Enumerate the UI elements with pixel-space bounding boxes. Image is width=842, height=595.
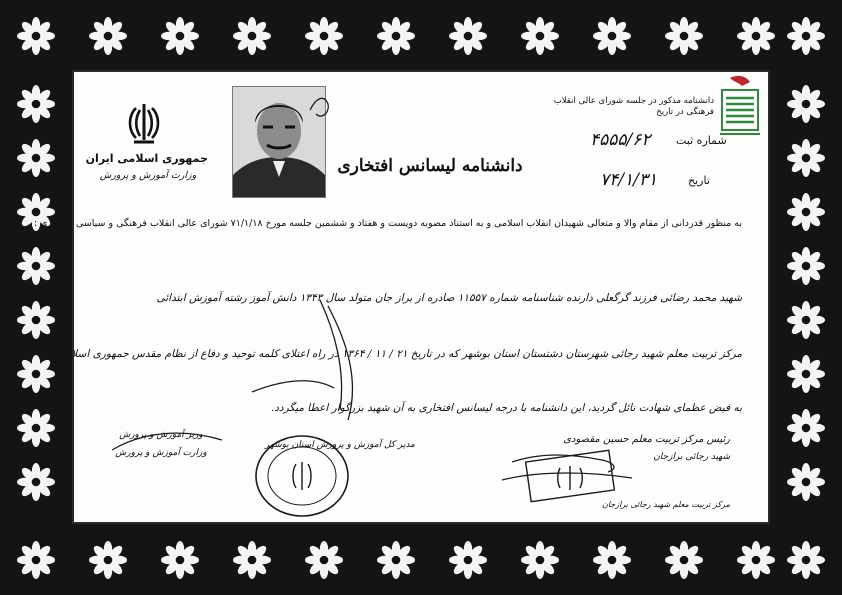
rosette-ornament bbox=[304, 16, 344, 56]
rosette-ornament bbox=[448, 540, 488, 580]
rosette-ornament bbox=[232, 16, 272, 56]
minister-signature-title: وزیر آموزش و پرورش bbox=[119, 430, 203, 440]
rosette-ornament bbox=[664, 16, 704, 56]
emblem-icon bbox=[122, 100, 166, 148]
rosette-ornament bbox=[16, 138, 56, 178]
rosette-ornament bbox=[520, 16, 560, 56]
rosette-ornament bbox=[520, 540, 560, 580]
rosette-ornament bbox=[376, 16, 416, 56]
rosette-ornament bbox=[786, 300, 826, 340]
rosette-ornament bbox=[786, 354, 826, 394]
rosette-ornament bbox=[16, 246, 56, 286]
rosette-ornament bbox=[736, 16, 776, 56]
rosette-ornament bbox=[448, 16, 488, 56]
rosette-ornament bbox=[786, 540, 826, 580]
rosette-ornament bbox=[16, 84, 56, 124]
registration-number: ۴۵۵۵/۶۲ bbox=[590, 130, 651, 150]
rosette-ornament bbox=[232, 540, 272, 580]
rosette-ornament bbox=[16, 408, 56, 448]
rosette-ornament bbox=[592, 16, 632, 56]
principal-signature-label: رئیس مرکز تربیت معلم حسین مقصودی bbox=[563, 434, 730, 445]
principal-stamp-text: مرکز تربیت معلم شهید رجائی برازجان bbox=[601, 500, 730, 509]
rosette-ornament bbox=[786, 462, 826, 502]
rosette-ornament bbox=[88, 540, 128, 580]
rosette-ornament bbox=[16, 16, 56, 56]
body-line-2: مرکز تربیت معلم شهید رجائی شهرستان دشتستان استان بوشهر که در تاریخ ۲۱ / ۱۱ / ۱۳۶۴ در راه اعتلای کلمه توحید و دفاع از نظام مقدس جمهوری اسلامی bbox=[56, 348, 742, 360]
issue-date: ۷۴/۱/۳۱ bbox=[600, 170, 658, 190]
government-name: جمهوری اسلامی ایران bbox=[85, 152, 208, 165]
rosette-ornament bbox=[786, 192, 826, 232]
rosette-ornament bbox=[16, 540, 56, 580]
date-label: تاریخ bbox=[688, 174, 710, 187]
rosette-ornament bbox=[304, 540, 344, 580]
certificate-title: دانشنامه لیسانس افتخاری bbox=[337, 156, 523, 176]
director-signature-title: مدیر کل آموزش و پرورش استان بوشهر bbox=[265, 440, 415, 450]
rosette-ornament bbox=[160, 540, 200, 580]
rosette-ornament bbox=[786, 246, 826, 286]
registration-number-label: شماره ثبت bbox=[676, 134, 727, 147]
ministry-name: وزارت آموزش و پرورش bbox=[99, 170, 197, 181]
rosette-ornament bbox=[376, 540, 416, 580]
rosette-ornament bbox=[16, 354, 56, 394]
body-line-3: به فیض عظمای شهادت نائل گردید، این دانشنامه با درجه لیسانس افتخاری به آن شهید بزرگوار اعطا میگردد. bbox=[270, 402, 742, 414]
rosette-ornament bbox=[592, 540, 632, 580]
rosette-ornament bbox=[16, 300, 56, 340]
council-header: دانشنامه مذکور در جلسه شورای عالی انقلاب فرهنگی در تاریخ bbox=[553, 96, 714, 117]
rosette-ornament bbox=[16, 462, 56, 502]
rosette-ornament bbox=[786, 84, 826, 124]
martyr-photo bbox=[232, 86, 326, 198]
rosette-ornament bbox=[786, 16, 826, 56]
preamble-text: به منظور قدردانی از مقام والا و متعالی شهیدان انقلاب اسلامی و به استناد مصوبه دویست و هفتاد و ششمین جلسه مورخ ۷۱/۱/۱۸ شورای عالی انقلاب فرهنگی و سیاسی ایثارگری : bbox=[33, 218, 742, 229]
principal-signature-title: شهید رجائی برازجان bbox=[653, 452, 730, 462]
rosette-ornament bbox=[88, 16, 128, 56]
ministry-signature-label: وزارت آموزش و پرورش bbox=[115, 448, 207, 458]
rosette-ornament bbox=[664, 540, 704, 580]
rosette-ornament bbox=[786, 138, 826, 178]
rosette-ornament bbox=[160, 16, 200, 56]
rosette-ornament bbox=[786, 408, 826, 448]
body-line-1: شهید محمد رضائی فرزند گرگعلی دارنده شناسنامه شماره ۱۱۵۵۷ صادره از براز جان متولد سال ۱۳۴۳ دانش آموز رشته آموزش ابتدائی bbox=[156, 292, 742, 304]
rosette-ornament bbox=[736, 540, 776, 580]
